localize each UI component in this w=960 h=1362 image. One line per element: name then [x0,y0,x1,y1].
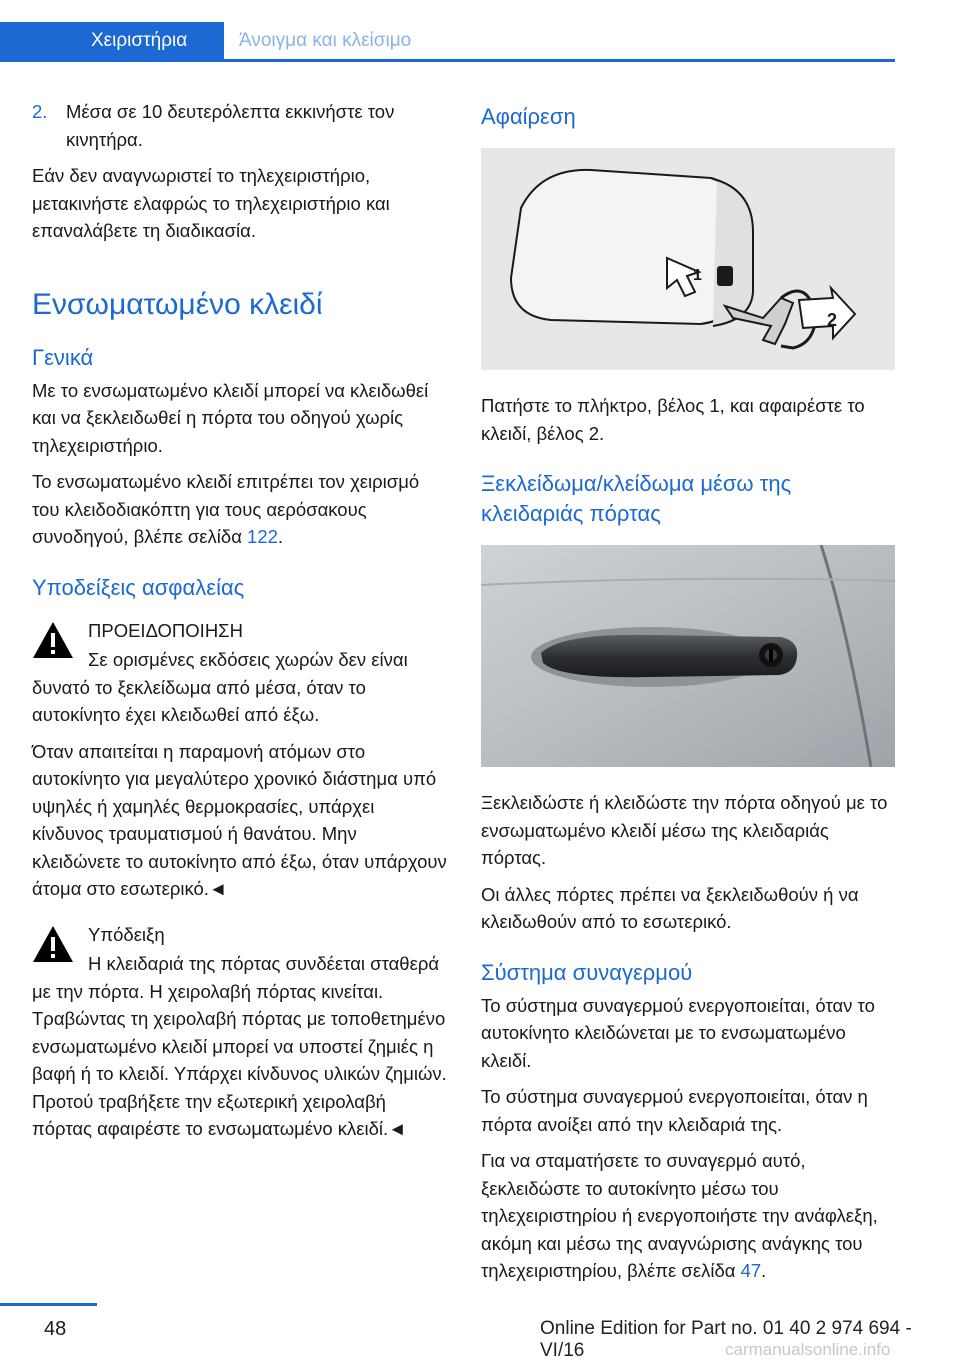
footer-divider [0,1303,97,1306]
warning-block [32,617,447,903]
step-2 [32,98,447,153]
edition-text: Online Edition for Part no. 01 40 2 974 694 - VI/16 [540,1318,912,1361]
paragraph-alarm-2: Το σύστημα συναγερμού ενεργοποιείται, όταν η πόρτα ανοίξει από την κλειδαριά της. [481,1086,868,1135]
warning-text: Σε ορισμένες εκδόσεις χωρών δεν είναι δυνατό το ξεκλείδωμα από μέσα, όταν το αυτοκίνητο έχει κλειδωθεί από έξω. [32,649,408,725]
paragraph-text: . [277,526,284,547]
warning-triangle-icon [32,925,74,963]
paragraph-text: Το ενσωματωμένο κλειδί επιτρέπει τον χειρισμό του κλειδοδιακόπτη για τους αερόσακους συνοδηγού, βλέπε σελίδα [32,471,420,547]
page-link-47[interactable]: 47 [740,1260,762,1281]
section-tab-opening-closing[interactable]: Άνοιγμα και κλείσιμο [239,30,412,51]
page-header [0,0,895,62]
arrow-1-label: 1 [693,267,702,284]
paragraph-text: Για να σταματήσετε το συναγερμό αυτό, ξεκλειδώστε το αυτοκίνητο μέσω του τηλεχειριστηρίου ή ενεργοποιήστε την ανάφλεξη, ακόμη και μέσω της αναγνώρισης ανάγκης του τηλεχειριστηρίου, βλέπε σελίδα [481,1150,878,1281]
door-handle-photo [481,545,895,767]
left-column [32,98,447,1152]
heading-alarm-system: Σύστημα συναγερμού [481,959,693,985]
header-divider [0,59,895,62]
paragraph-general-2 [32,468,447,551]
paragraph-alarm-3 [481,1147,895,1285]
paragraph-lock-2: Οι άλλες πόρτες πρέπει να ξεκλειδωθούν ή να κλειδωθούν από το εσωτερικό. [481,883,859,932]
figure-key-removal [481,148,895,370]
paragraph-remote-not-detected: Εάν δεν αναγνωριστεί το τηλεχειριστήριο, μετακινήστε ελαφρώς το τηλεχειριστήριο και επαναλάβετε τη διαδικασία. [32,165,390,241]
key-removal-illustration [481,148,895,370]
heading-removal: Αφαίρεση [481,104,576,129]
section-tab-controls[interactable]: Χειριστήρια [0,22,224,59]
paragraph-general-1: Με το ενσωματωμένο κλειδί μπορεί να κλειδωθεί και να ξεκλειδωθεί η πόρτα του οδηγού χωρίς τηλεχειριστήριο. [32,379,429,456]
heading-integrated-key: Ενσωματωμένο κλειδί [32,287,323,321]
warning-text-1 [32,646,447,729]
warning-label: ΠΡΟΕΙΔΟΠΟΙΗΣΗ [88,619,243,641]
notice-block [32,921,447,1143]
notice-text [32,950,447,1143]
page-number: 48 [44,1318,67,1340]
right-column [481,98,895,1294]
heading-safety-notes: Υποδείξεις ασφαλείας [32,574,245,600]
arrow-2-label: 2 [827,310,838,330]
heading-unlock-lock-via-door-lock: Ξεκλείδωμα/κλείδωμα μέσω της κλειδαριάς πόρτας [481,471,792,526]
page-link-122[interactable]: 122 [247,526,278,547]
warning-triangle-icon [32,621,74,659]
paragraph-text: . [761,1260,767,1281]
step-number: 2. [32,101,48,122]
paragraph-alarm-1: Το σύστημα συναγερμού ενεργοποιείται, όταν το αυτοκίνητο κλειδώνεται με το ενσωματωμένο κλειδί. [481,994,875,1071]
paragraph-lock-1: Ξεκλειδώστε ή κλειδώστε την πόρτα οδηγού με το ενσωματωμένο κλειδί μέσω της κλειδαριάς πόρτας. [481,792,888,868]
watermark: carmanualsonline.info [725,1340,891,1359]
heading-general: Γενικά [32,344,94,370]
notice-label: Υπόδειξη [88,923,165,945]
step-text: Μέσα σε 10 δευτερόλεπτα εκκινήστε τον κινητήρα. [66,101,395,150]
figure-door-handle [481,545,895,767]
paragraph-removal: Πατήστε το πλήκτρο, βέλος 1, και αφαιρέστε το κλειδί, βέλος 2. [481,395,865,444]
warning-text-2: Όταν απαιτείται η παραμονή ατόμων στο αυτοκίνητο για μεγαλύτερο χρονικό διάστημα υπό υψηλές ή χαμηλές θερμοκρασίες, υπάρχει κίνδυνος τραυματισμού ή θανάτου. Μην κλειδώνετε το αυτοκίνητο από έξω, όταν υπάρχουν άτομα στο εσωτερικό.◄ [32,740,447,899]
notice-text-body: Η κλειδαριά της πόρτας συνδέεται σταθερά με την πόρτα. Η χειρολαβή πόρτας κινείται. Τραβώντας τη χειρολαβή πόρτας με τοποθετημένο ενσωματωμένο κλειδί μπορεί να υποστεί ζημιές η βαφή ή το κλειδί. Υπάρχει κίνδυνος υλικών ζημιών. Προτού τραβήξετε την εξωτερική χειρολαβή πόρτας αφαιρέστε το ενσωματωμένο κλειδί.◄ [32,953,447,1139]
